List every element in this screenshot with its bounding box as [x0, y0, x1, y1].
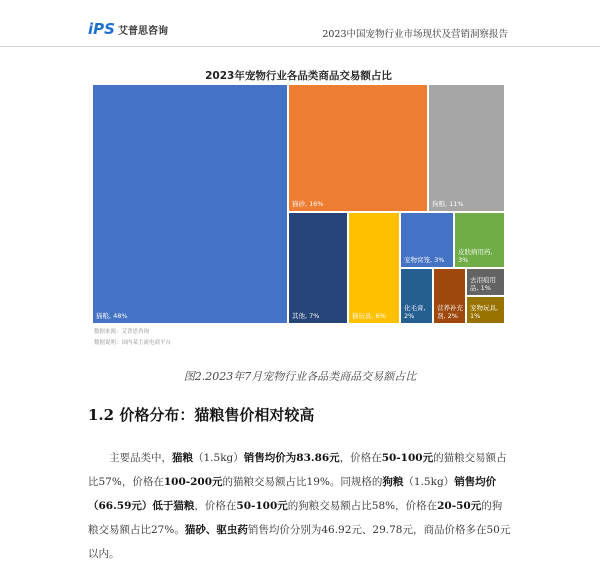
tile-label: 猫粮, 48%	[96, 311, 128, 320]
chart-note: 数据说明：国内某主流电商平台	[94, 340, 172, 346]
logo-mark: iPS	[88, 20, 115, 38]
tile-label: 宠物玩具, 1%	[470, 303, 499, 320]
treemap-tile	[428, 84, 505, 212]
treemap-tile	[433, 268, 466, 324]
chart-source: 数据来源：艾普思咨询	[94, 329, 150, 335]
tile-label: 猫玩具, 6%	[352, 311, 386, 320]
logo	[88, 20, 168, 38]
treemap-tile	[454, 212, 505, 268]
body-paragraph: 主要品类中，猫粮（1.5kg）销售均价为83.86元，价格在50-100元的猫粮交易额占比57%，价格在100-200元的猫粮交易额占比19%。同规格的狗粮（1.5kg）销售均价（66.59元）低于猫粮，价格在50-100元的狗粮交易额占比58%，价格在20-50元的狗粮交易额占比27%。猫砂、驱虫药销售均价分别为46.92元、29.78元，商品价格多在50元以内。	[88, 452, 511, 560]
treemap-tile	[400, 268, 433, 324]
treemap-chart	[88, 60, 509, 352]
treemap-tile	[466, 268, 505, 296]
page-header	[0, 0, 600, 47]
treemap-tile	[92, 84, 288, 324]
treemap-tile	[288, 84, 428, 212]
treemap-tile	[288, 212, 348, 324]
treemap-tile	[348, 212, 400, 324]
treemap-tile	[400, 212, 454, 268]
tile-label: 宠物窝笼, 3%	[404, 255, 445, 264]
tile-label: 化毛膏, 2%	[404, 303, 426, 320]
tile-label: 猫砂, 16%	[292, 199, 324, 208]
tile-label: 狗粮, 11%	[432, 199, 464, 208]
tile-label: 其他, 7%	[292, 311, 320, 320]
logo-text: 艾普思咨询	[117, 26, 168, 37]
section-heading: 1.2 价格分布：猫粮售价相对较高	[88, 406, 315, 424]
figure-caption: 图2.2023年7月宠物行业各品类商品交易额占比	[183, 370, 417, 383]
tile-label: 去泪痕用 品, 1%	[470, 275, 496, 292]
tile-label: 皮肤病用药, 3%	[458, 247, 493, 264]
treemap-tile	[466, 296, 505, 324]
tile-label: 营养补充 剂, 2%	[437, 303, 463, 320]
treemap-area	[92, 84, 505, 324]
report-title: 2023中国宠物行业市场现状及营销洞察报告	[322, 29, 508, 40]
chart-title: 2023年宠物行业各品类商品交易额占比	[205, 70, 392, 82]
